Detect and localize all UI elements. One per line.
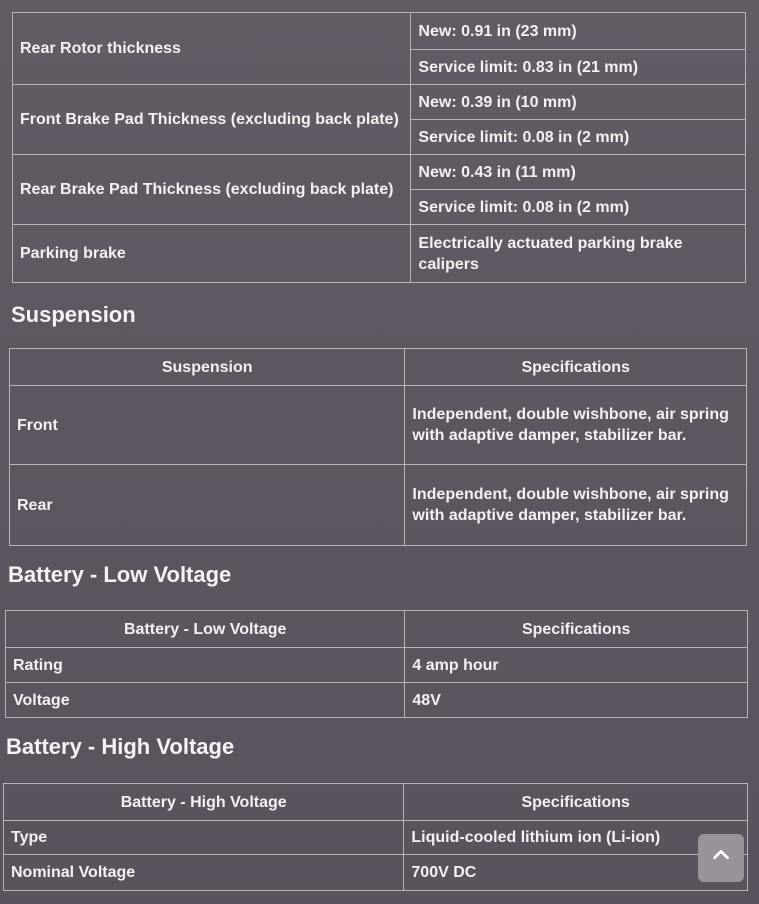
table-row xyxy=(13,13,746,50)
column-header: Battery - Low Voltage xyxy=(6,611,405,648)
spec-value: 700V DC xyxy=(404,855,748,891)
row-label-rating: Rating xyxy=(6,648,405,683)
table-header-row xyxy=(10,349,747,386)
section-heading-battery-high-voltage: Battery - High Voltage xyxy=(6,734,235,759)
table-row xyxy=(6,683,748,718)
column-header: Suspension xyxy=(10,349,405,386)
brakes-table xyxy=(12,12,746,283)
spec-value: 48V xyxy=(405,683,748,718)
column-header: Battery - High Voltage xyxy=(4,784,404,821)
row-label-rear-brake-pad: Rear Brake Pad Thickness (excluding back plate) xyxy=(13,155,411,225)
table-row xyxy=(13,155,746,190)
battery-high-voltage-table xyxy=(3,783,748,891)
spec-value: 4 amp hour xyxy=(405,648,748,683)
table-header-row xyxy=(4,784,748,821)
spec-value: Service limit: 0.83 in (21 mm) xyxy=(411,50,746,85)
spec-value: New: 0.39 in (10 mm) xyxy=(411,85,746,120)
spec-value: Service limit: 0.08 in (2 mm) xyxy=(411,190,746,225)
row-label-rear: Rear xyxy=(10,465,405,546)
row-label-front-brake-pad: Front Brake Pad Thickness (excluding back plate) xyxy=(13,85,411,155)
spec-value: New: 0.91 in (23 mm) xyxy=(411,13,746,50)
table-row xyxy=(10,465,747,546)
column-header: Specifications xyxy=(404,784,748,821)
table-row xyxy=(13,225,746,283)
spec-value: New: 0.43 in (11 mm) xyxy=(411,155,746,190)
section-heading-suspension: Suspension xyxy=(11,302,136,327)
column-header: Specifications xyxy=(405,611,748,648)
row-label-type: Type xyxy=(4,821,404,855)
scroll-to-top-button[interactable] xyxy=(698,834,744,882)
table-row xyxy=(4,855,748,891)
spec-value: Electrically actuated parking brake calipers xyxy=(411,225,746,283)
column-header: Specifications xyxy=(405,349,747,386)
table-row xyxy=(13,85,746,120)
row-label-nominal-voltage: Nominal Voltage xyxy=(4,855,404,891)
row-label-front: Front xyxy=(10,386,405,465)
spec-value: Independent, double wishbone, air spring with adaptive damper, stabilizer bar. xyxy=(405,465,747,546)
row-label-voltage: Voltage xyxy=(6,683,405,718)
battery-low-voltage-table xyxy=(5,610,748,718)
spec-value: Independent, double wishbone, air spring with adaptive damper, stabilizer bar. xyxy=(405,386,747,465)
spec-value: Service limit: 0.08 in (2 mm) xyxy=(411,120,746,155)
spec-value: Liquid-cooled lithium ion (Li-ion) xyxy=(404,821,748,855)
suspension-table xyxy=(9,348,747,546)
table-row xyxy=(4,821,748,855)
table-row xyxy=(6,648,748,683)
row-label-rear-rotor: Rear Rotor thickness xyxy=(13,13,411,85)
table-row xyxy=(10,386,747,465)
table-header-row xyxy=(6,611,748,648)
section-heading-battery-low-voltage: Battery - Low Voltage xyxy=(8,562,232,587)
chevron-up-icon xyxy=(710,844,732,872)
row-label-parking-brake: Parking brake xyxy=(13,225,411,283)
